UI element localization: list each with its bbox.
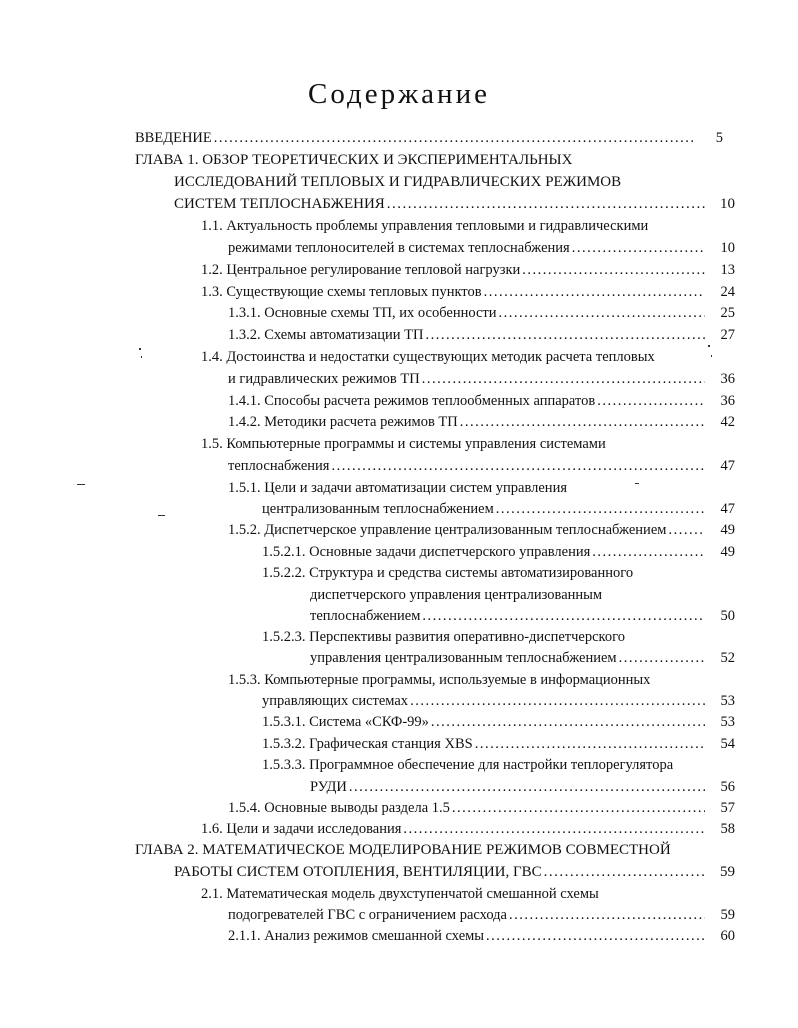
scan-speck [139, 348, 141, 350]
scan-speck [708, 345, 710, 347]
scan-speck [77, 484, 85, 485]
toc-entry: 2.1. Математическая модель двухступенчатой смешанной схемы [201, 886, 599, 902]
toc-entry: управляющих системах ..... 53 [262, 691, 735, 711]
scan-speck [711, 355, 712, 357]
toc-entry: 1.5.4. Основные выводы раздела 1.5 ..... 57 [228, 798, 735, 818]
toc-entry: 1.4. Достоинства и недостатки существующих методик расчета тепловых [201, 349, 655, 365]
toc-entry: и гидравлических режимов ТП ..... 36 [228, 369, 735, 389]
toc-entry: 1.4.2. Методики расчета режимов ТП ..... 42 [228, 412, 735, 432]
toc-entry: 1.6. Цели и задачи исследования ..... 58 [201, 819, 735, 839]
toc-entry: 1.2. Центральное регулирование тепловой нагрузки ..... 13 [201, 260, 735, 280]
toc-entry: 1.5.3.3. Программное обеспечение для настройки теплорегулятора [262, 757, 674, 773]
toc-entry: диспетчерского управления централизованным [310, 587, 603, 603]
toc-entry: 1.5.3.1. Система «СКФ-99» ..... 53 [262, 712, 735, 732]
toc-entry: 1.5.3.2. Графическая станция XBS ..... 54 [262, 734, 735, 754]
toc-entry: РАБОТЫ СИСТЕМ ОТОПЛЕНИЯ, ВЕНТИЛЯЦИИ, ГВС ..... 59 [174, 862, 735, 882]
toc-entry: теплоснабжением ..... 50 [310, 606, 735, 626]
toc-entry: РУДИ ..... 56 [310, 777, 735, 797]
scan-speck [635, 483, 639, 484]
toc-entry: 1.3.2. Схемы автоматизации ТП ..... 27 [228, 325, 735, 345]
toc-entry: теплоснабжения ..... 47 [228, 456, 735, 476]
toc-entry: 1.5.1. Цели и задачи автоматизации систем управления [228, 480, 567, 496]
toc-entry: ВВЕДЕНИЕ ..... 5 [135, 128, 723, 148]
toc-entry: 1.3. Существующие схемы тепловых пунктов ..... 24 [201, 282, 735, 302]
toc-entry: управления централизованным теплоснабжением ..... 52 [310, 648, 735, 668]
toc-entry: ГЛАВА 2. МАТЕМАТИЧЕСКОЕ МОДЕЛИРОВАНИЕ РЕЖИМОВ СОВМЕСТНОЙ [135, 842, 671, 858]
toc-entry: 1.5.2.3. Перспективы развития оперативно-диспетчерского [262, 629, 625, 645]
toc-entry: 1.5. Компьютерные программы и системы управления системами [201, 436, 606, 452]
scan-speck [141, 356, 142, 358]
toc-entry: 1.5.2. Диспетчерское управление централизованным теплоснабжением ..... 49 [228, 520, 735, 540]
toc-entry: 1.3.1. Основные схемы ТП, их особенности ..... 25 [228, 303, 735, 323]
scan-speck [158, 515, 165, 516]
toc-entry: 1.5.3. Компьютерные программы, используемые в информационных [228, 672, 651, 688]
page-title: Содержание [308, 78, 490, 110]
toc-entry: ГЛАВА 1. ОБЗОР ТЕОРЕТИЧЕСКИХ И ЭКСПЕРИМЕНТАЛЬНЫХ [135, 152, 573, 168]
toc-entry: подогревателей ГВС с ограничением расхода ..... 59 [228, 905, 735, 925]
toc-entry: 1.1. Актуальность проблемы управления тепловыми и гидравлическими [201, 218, 649, 234]
toc-entry: 2.1.1. Анализ режимов смешанной схемы ..... 60 [228, 926, 735, 946]
toc-entry: 1.4.1. Способы расчета режимов теплообменных аппаратов ..... 36 [228, 391, 735, 411]
toc-entry: ИССЛЕДОВАНИЙ ТЕПЛОВЫХ И ГИДРАВЛИЧЕСКИХ РЕЖИМОВ [174, 174, 622, 190]
toc-entry: 1.5.2.2. Структура и средства системы автоматизированного [262, 565, 634, 581]
toc-entry: СИСТЕМ ТЕПЛОСНАБЖЕНИЯ ..... 10 [174, 194, 735, 214]
toc-entry: централизованным теплоснабжением ..... 47 [262, 499, 735, 519]
toc-entry: режимами теплоносителей в системах теплоснабжения ..... 10 [228, 238, 735, 258]
toc-entry: 1.5.2.1. Основные задачи диспетчерского управления ..... 49 [262, 542, 735, 562]
